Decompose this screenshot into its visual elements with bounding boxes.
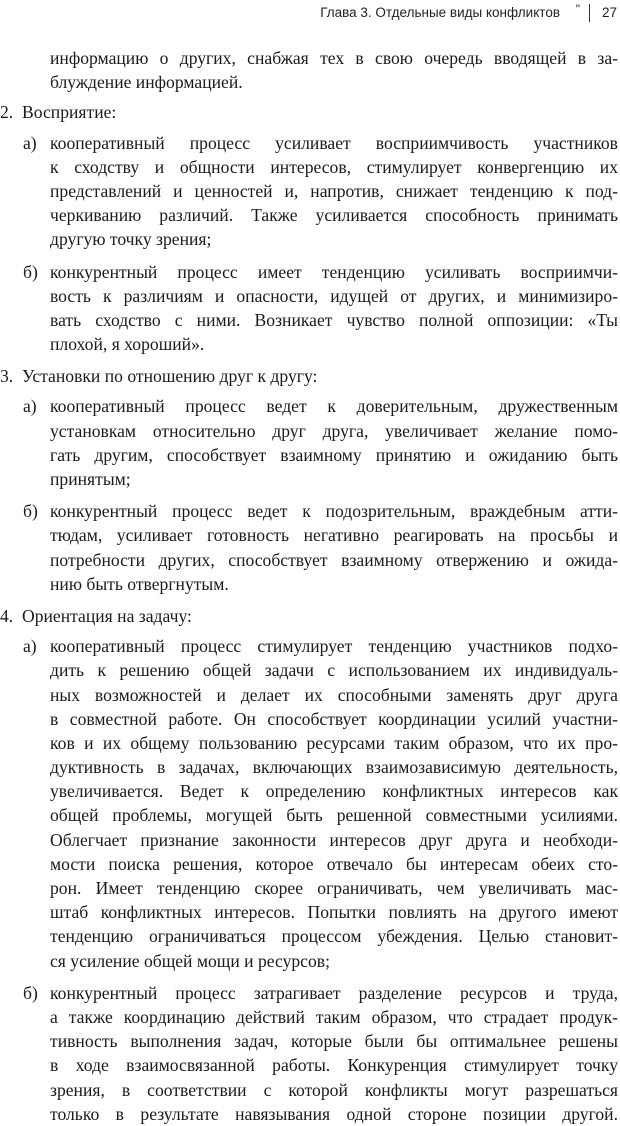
- sub-item-label: а): [23, 636, 37, 657]
- list-item-title: Ориентация на задачу:: [22, 605, 192, 626]
- text-line: Облегчает признание законности интересов друг друга и необходи-: [50, 829, 618, 850]
- text-line: ных возможностей и делает их способными заменять друг друга: [50, 684, 618, 705]
- sub-item-2a: [23, 131, 618, 252]
- text-line: принятым;: [50, 469, 131, 489]
- text-line: к сходству и общности интересов, стимулирует конвергенцию их: [50, 156, 618, 177]
- text-line: тивность выполнения задач, которые были бы оптимальнее решены: [50, 1031, 618, 1052]
- text-line: нию быть отвергнутым.: [50, 573, 229, 594]
- text-line: в ходе взаимосвязанной работы. Конкуренция стимулирует точку: [50, 1055, 618, 1076]
- sub-item-3b: [23, 499, 618, 596]
- text-line: конкурентный процесс ведет к подозрительным, враждебным атти-: [50, 501, 618, 522]
- list-item-title: Установки по отношению друг к другу:: [22, 366, 318, 387]
- text-line: зрения, в соответствии с которой конфликты могут разрешаться: [50, 1079, 618, 1100]
- text-line: вость к различиям и опасности, идущей от других, и минимизиро-: [50, 285, 618, 306]
- text-line: в совместной работе. Он способствует координации усилий участни-: [50, 708, 618, 729]
- sub-item-2b: [23, 260, 618, 357]
- list-number: 3.: [0, 366, 14, 387]
- text-line: штаб конфликтных интересов. Попытки повлиять на другого имеют: [50, 902, 618, 923]
- sub-item-label: а): [23, 396, 37, 417]
- text-line: рон. Имеет тенденцию скорее ограничивать, чем увеличивать мас-: [50, 878, 618, 898]
- text-line: информацию о других, снабжая тех в свою очередь вводящей в за-: [50, 48, 618, 68]
- list-item-title: Восприятие:: [22, 102, 117, 123]
- text-line: черкиванию различий. Также усиливается способность принимать: [50, 205, 618, 226]
- text-line: блуждение информацией.: [50, 72, 243, 93]
- text-line: конкурентный процесс затрагивает разделение ресурсов и труда,: [50, 982, 618, 1003]
- text-line: общей проблемы, могущей быть решенной совместными усилиями.: [50, 805, 618, 826]
- running-header: [0, 4, 620, 26]
- text-line: кооперативный процесс стимулирует тенденцию участников подхо-: [50, 636, 618, 657]
- text-line: потребности других, способствует взаимному отвержению и ожида-: [50, 549, 618, 570]
- page-body: [0, 46, 620, 1126]
- sub-item-label: б): [23, 982, 38, 1003]
- text-line: установкам относительно друг друга, увеличивает желание помо-: [50, 420, 618, 441]
- page-number: 27: [601, 5, 617, 20]
- sub-item-label: б): [23, 501, 38, 522]
- text-line: кооперативный процесс усиливает восприимчивость участников: [50, 132, 618, 153]
- text-line: дуктивность в задачах, включающих взаимозависимую деятельность,: [50, 757, 618, 778]
- text-line: только в результате навязывания одной стороне позиции другой.: [50, 1103, 618, 1124]
- text-line: тенденцию ограничиваться процессом убеждения. Целью становит-: [50, 926, 618, 947]
- sub-item-label: а): [23, 132, 37, 153]
- text-line: конкурентный процесс имеет тенденцию усиливать восприимчи-: [50, 261, 618, 282]
- text-line: а также координацию действий таким образом, что страдает продук-: [50, 1006, 618, 1027]
- sub-item-4b: [23, 981, 618, 1126]
- list-item-4: [0, 604, 618, 628]
- text-line: плохой, я хороший».: [50, 334, 205, 355]
- text-line: дить к решению общей задачи с использованием их индивидуаль-: [50, 660, 618, 681]
- chapter-title: Глава 3. Отдельные виды конфликтов: [320, 5, 560, 20]
- text-line: другую точку зрения;: [50, 229, 212, 250]
- text-line: представлений и ценностей и, напротив, снижает тенденцию к под-: [50, 180, 618, 201]
- sub-item-label: б): [23, 261, 38, 282]
- text-line: вать сходство с ними. Возникает чувство полной оппозиции: «Ты: [50, 309, 618, 330]
- intro-paragraph: [50, 46, 618, 94]
- sub-item-4a: [23, 634, 618, 973]
- text-line: ков и их общему пользованию ресурсами таким образом, что их про-: [50, 732, 618, 753]
- text-line: мости поиска решения, которое отвечало бы интересам обеих сто-: [50, 853, 618, 874]
- header-mark: ": [575, 2, 580, 16]
- list-item-3: [0, 364, 618, 388]
- header-divider: [589, 4, 590, 22]
- text-line: тюдам, усиливает готовность негативно реагировать на просьбы и: [50, 525, 618, 546]
- list-number: 2.: [0, 102, 14, 123]
- text-line: увеличивается. Ведет к определению конфликтных интересов как: [50, 781, 618, 802]
- list-item-2: [0, 100, 618, 124]
- text-line: кооперативный процесс ведет к доверительным, дружественным: [50, 396, 618, 417]
- list-number: 4.: [0, 605, 14, 626]
- sub-item-3a: [23, 394, 618, 491]
- text-line: ся усиление общей мощи и ресурсов;: [50, 950, 330, 971]
- text-line: гать другим, способствует взаимному принятию и ожиданию быть: [50, 444, 618, 465]
